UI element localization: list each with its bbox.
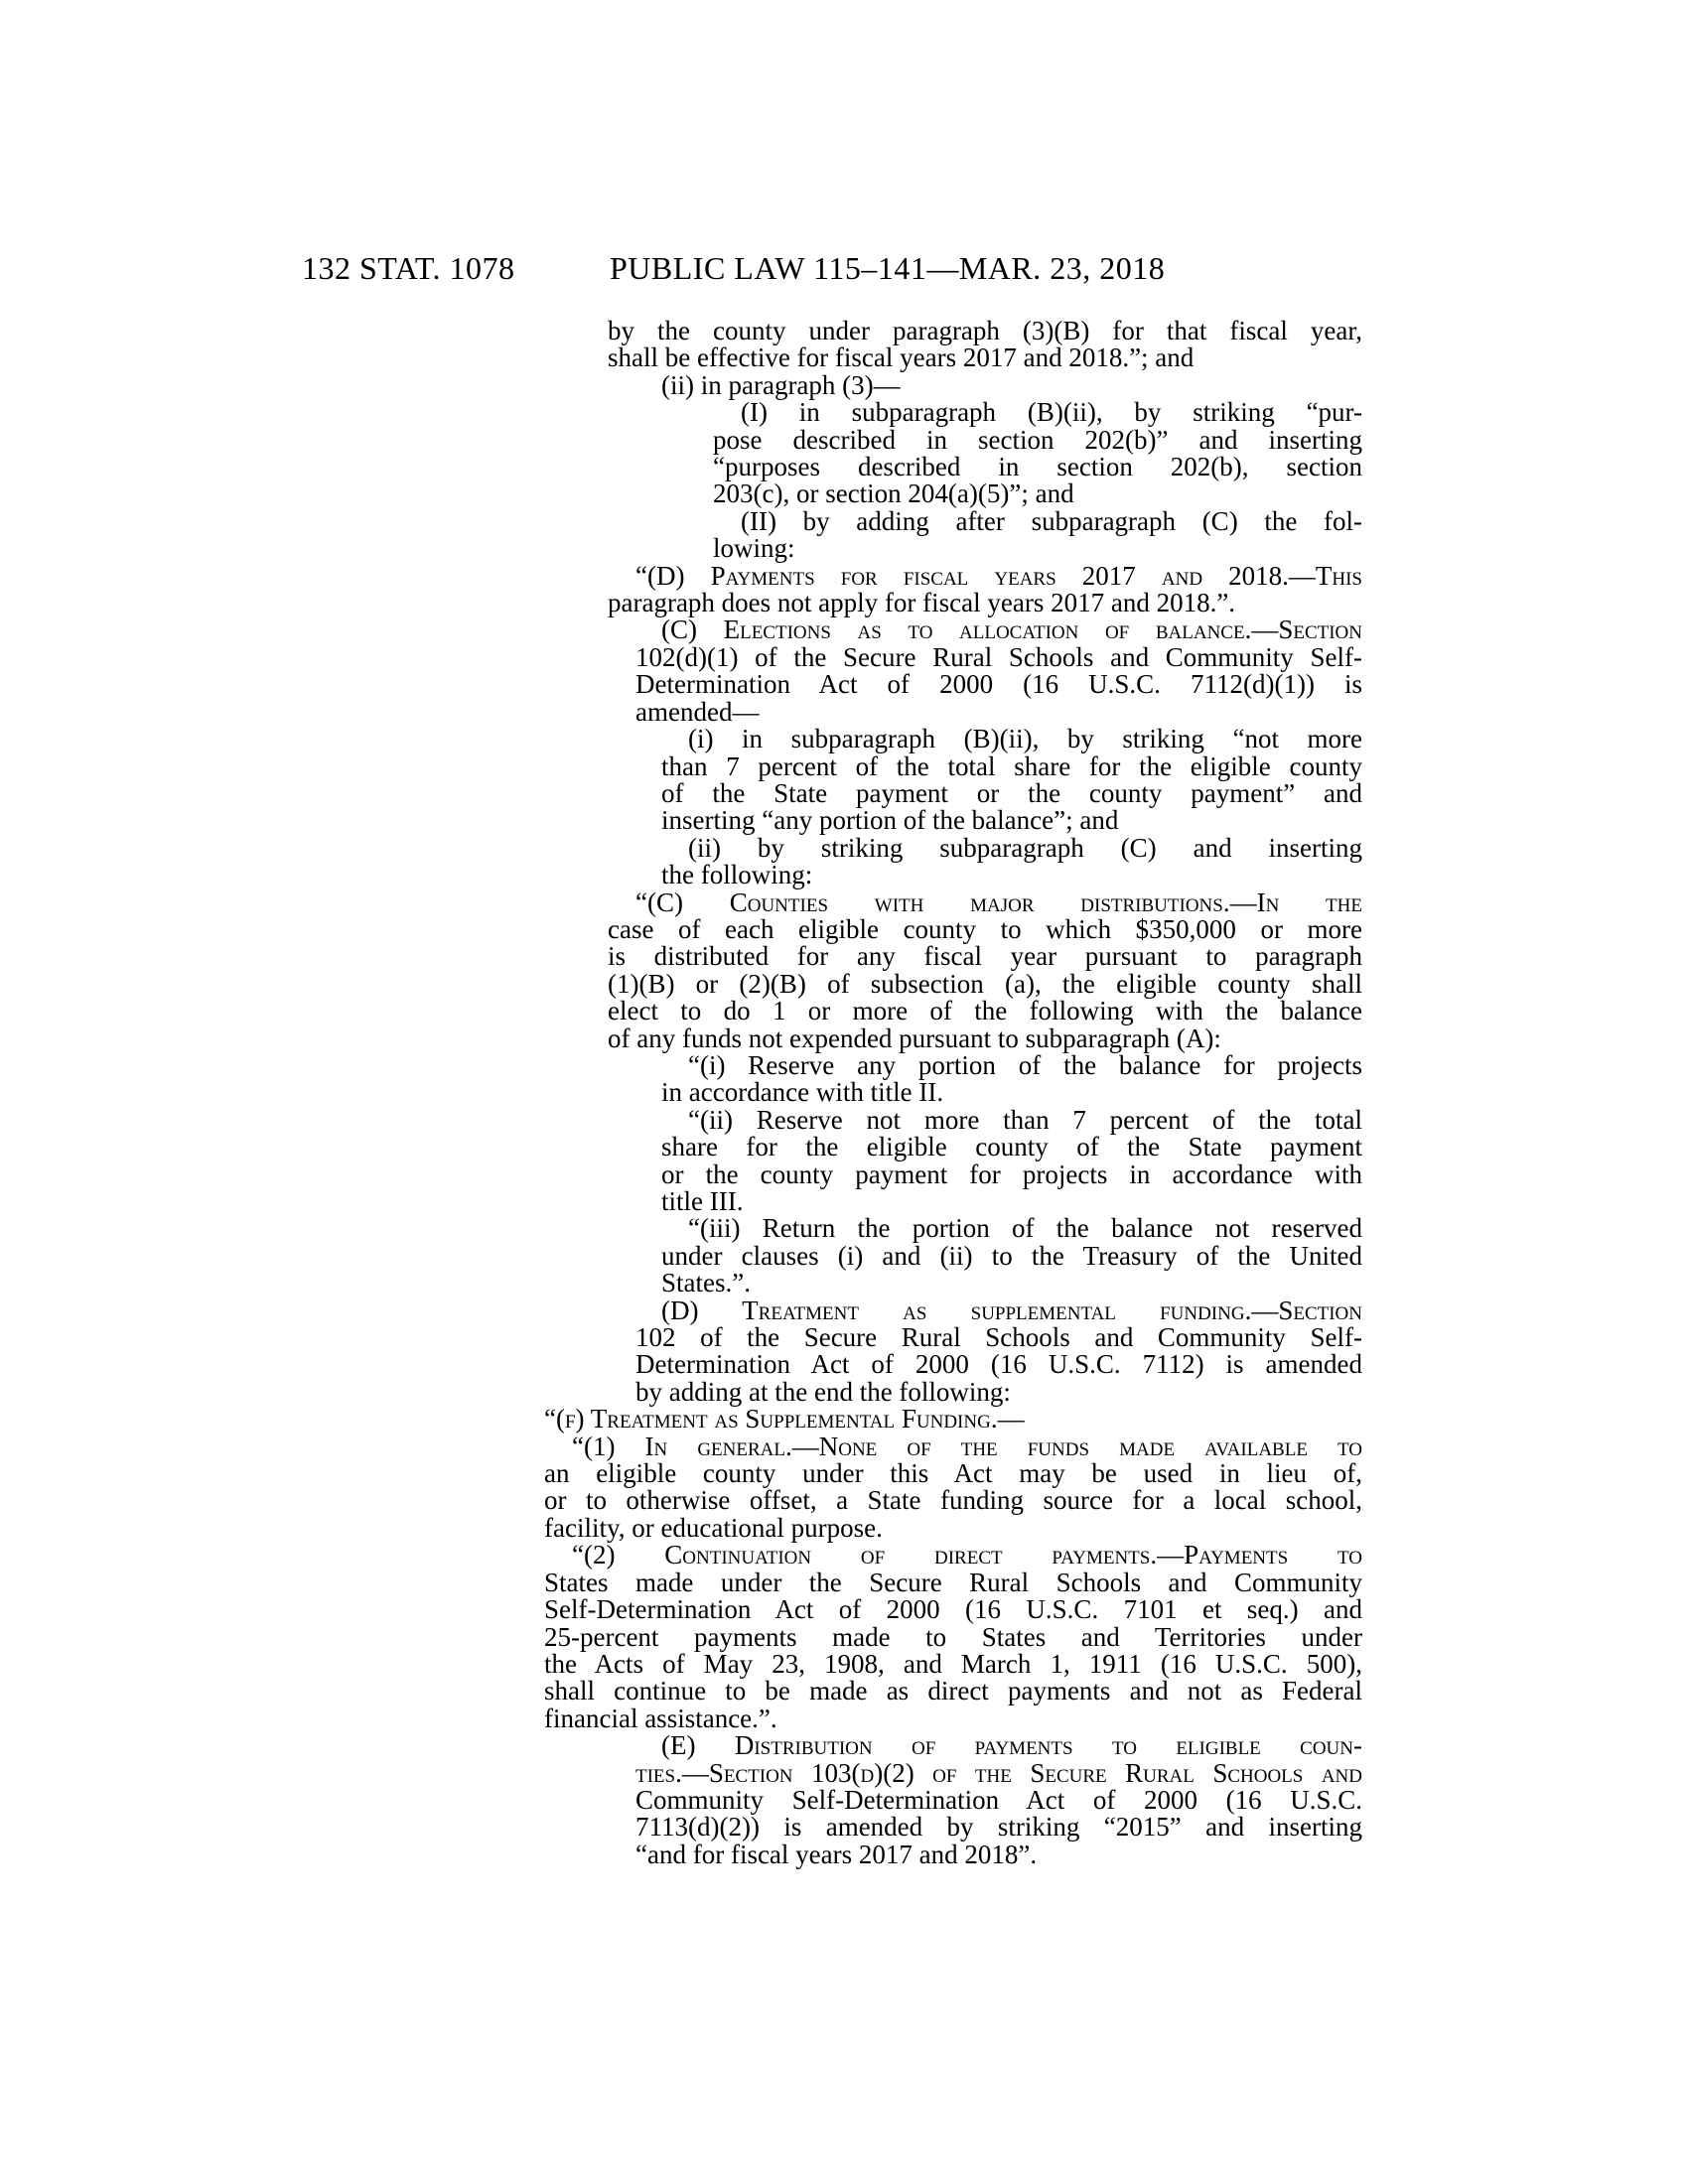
text-line: Community Self-Determination Act of 2000 (16 U.S.C. <box>635 1784 1362 1815</box>
text-line: shall continue to be made as direct payments and not as Federal <box>544 1676 1362 1706</box>
text-line: (II) by adding after subparagraph (C) the fol- <box>741 505 1362 536</box>
text-line: pose described in section 202(b)” and inserting <box>713 424 1362 455</box>
text-line: case of each eligible county to which $350,000 or more <box>608 913 1362 944</box>
text-line: (C) Elections as to allocation of balance.—Section <box>661 614 1362 645</box>
text-line: of any funds not expended pursuant to subparagraph (A): <box>608 1023 1221 1053</box>
text-line: States made under the Secure Rural Schools and Community <box>544 1567 1362 1597</box>
text-line: “(ii) Reserve not more than 7 percent of the total <box>688 1104 1362 1135</box>
text-line: 102 of the Secure Rural Schools and Community Self- <box>635 1322 1362 1353</box>
text-line: inserting “any portion of the balance”; and <box>661 805 1119 836</box>
text-line: Determination Act of 2000 (16 U.S.C. 7112) is amended <box>635 1349 1362 1380</box>
text-line: financial assistance.”. <box>544 1703 777 1733</box>
text-line: “(D) Payments for fiscal years 2017 and 2018.—This <box>635 560 1362 591</box>
text-line: (D) Treatment as supplemental funding.—Section <box>661 1295 1362 1325</box>
text-line: States.”. <box>661 1268 751 1298</box>
text-line: 25-percent payments made to States and Territories under <box>544 1621 1362 1652</box>
text-line: facility, or educational purpose. <box>544 1512 883 1543</box>
text-line: or to otherwise offset, a State funding source for a local school, <box>544 1485 1362 1516</box>
text-line: of the State payment or the county payment” and <box>661 777 1362 808</box>
text-line: “purposes described in section 202(b), section <box>713 452 1362 482</box>
text-line: (I) in subparagraph (B)(ii), by striking “pur- <box>741 397 1362 428</box>
text-line: Self-Determination Act of 2000 (16 U.S.C. 7101 et seq.) and <box>544 1594 1362 1625</box>
text-line: in accordance with title II. <box>661 1077 944 1108</box>
text-line: paragraph does not apply for fiscal years 2017 and 2018.”. <box>608 588 1236 618</box>
text-line: Determination Act of 2000 (16 U.S.C. 7112(d)(1)) is <box>635 669 1362 700</box>
text-line: 203(c), or section 204(a)(5)”; and <box>713 478 1074 509</box>
text-line: (i) in subparagraph (B)(ii), by striking “not more <box>688 724 1362 754</box>
text-line: the Acts of May 23, 1908, and March 1, 1911 (16 U.S.C. 500), <box>544 1648 1362 1679</box>
text-line: “and for fiscal years 2017 and 2018”. <box>635 1839 1038 1869</box>
text-line: (ii) by striking subparagraph (C) and inserting <box>688 832 1362 863</box>
running-head: PUBLIC LAW 115–141—MAR. 23, 2018 <box>610 250 1166 286</box>
text-line: by the county under paragraph (3)(B) for that fiscal year, <box>608 316 1362 345</box>
page-header <box>0 250 1688 290</box>
text-line: is distributed for any fiscal year pursuant to paragraph <box>608 941 1362 972</box>
text-line: “(C) Counties with major distributions.—In the <box>635 887 1362 917</box>
text-line: (E) Distribution of payments to eligible coun- <box>661 1730 1362 1761</box>
text-line: title III. <box>661 1186 744 1216</box>
text-line: an eligible county under this Act may be used in lieu of, <box>544 1458 1362 1489</box>
text-line: “(iii) Return the portion of the balance not reserved <box>688 1213 1362 1244</box>
text-line: lowing: <box>713 533 795 564</box>
text-line: amended— <box>635 696 760 727</box>
text-line: the following: <box>661 860 813 890</box>
statute-citation: 132 STAT. 1078 <box>302 250 515 286</box>
text-line: share for the eligible county of the State payment <box>661 1132 1362 1162</box>
text-line: under clauses (i) and (ii) to the Treasury of the United <box>661 1240 1362 1271</box>
text-line: elect to do 1 or more of the following with the balance <box>608 996 1362 1026</box>
text-line: by adding at the end the following: <box>635 1376 1011 1407</box>
text-line: 7113(d)(2)) is amended by striking “2015” and inserting <box>635 1812 1362 1843</box>
text-line: “(2) Continuation of direct payments.—Payments to <box>572 1540 1362 1570</box>
text-line: (1)(B) or (2)(B) of subsection (a), the eligible county shall <box>608 968 1362 999</box>
text-line: “(i) Reserve any portion of the balance for projects <box>688 1049 1362 1080</box>
text-line: 102(d)(1) of the Secure Rural Schools and Community Self- <box>635 641 1362 672</box>
text-line: “(f) Treatment as Supplemental Funding.— <box>544 1404 1025 1434</box>
statute-body <box>544 318 1362 1868</box>
text-line: (ii) in paragraph (3)— <box>661 369 901 400</box>
text-line: “(1) In general.—None of the funds made available to <box>572 1431 1362 1461</box>
text-line: shall be effective for fiscal years 2017 and 2018.”; and <box>608 342 1195 373</box>
text-line: ties.—Section 103(d)(2) of the Secure Rural Schools and <box>635 1757 1362 1788</box>
text-line: or the county payment for projects in accordance with <box>661 1159 1362 1189</box>
text-line: than 7 percent of the total share for the eligible county <box>661 751 1362 781</box>
